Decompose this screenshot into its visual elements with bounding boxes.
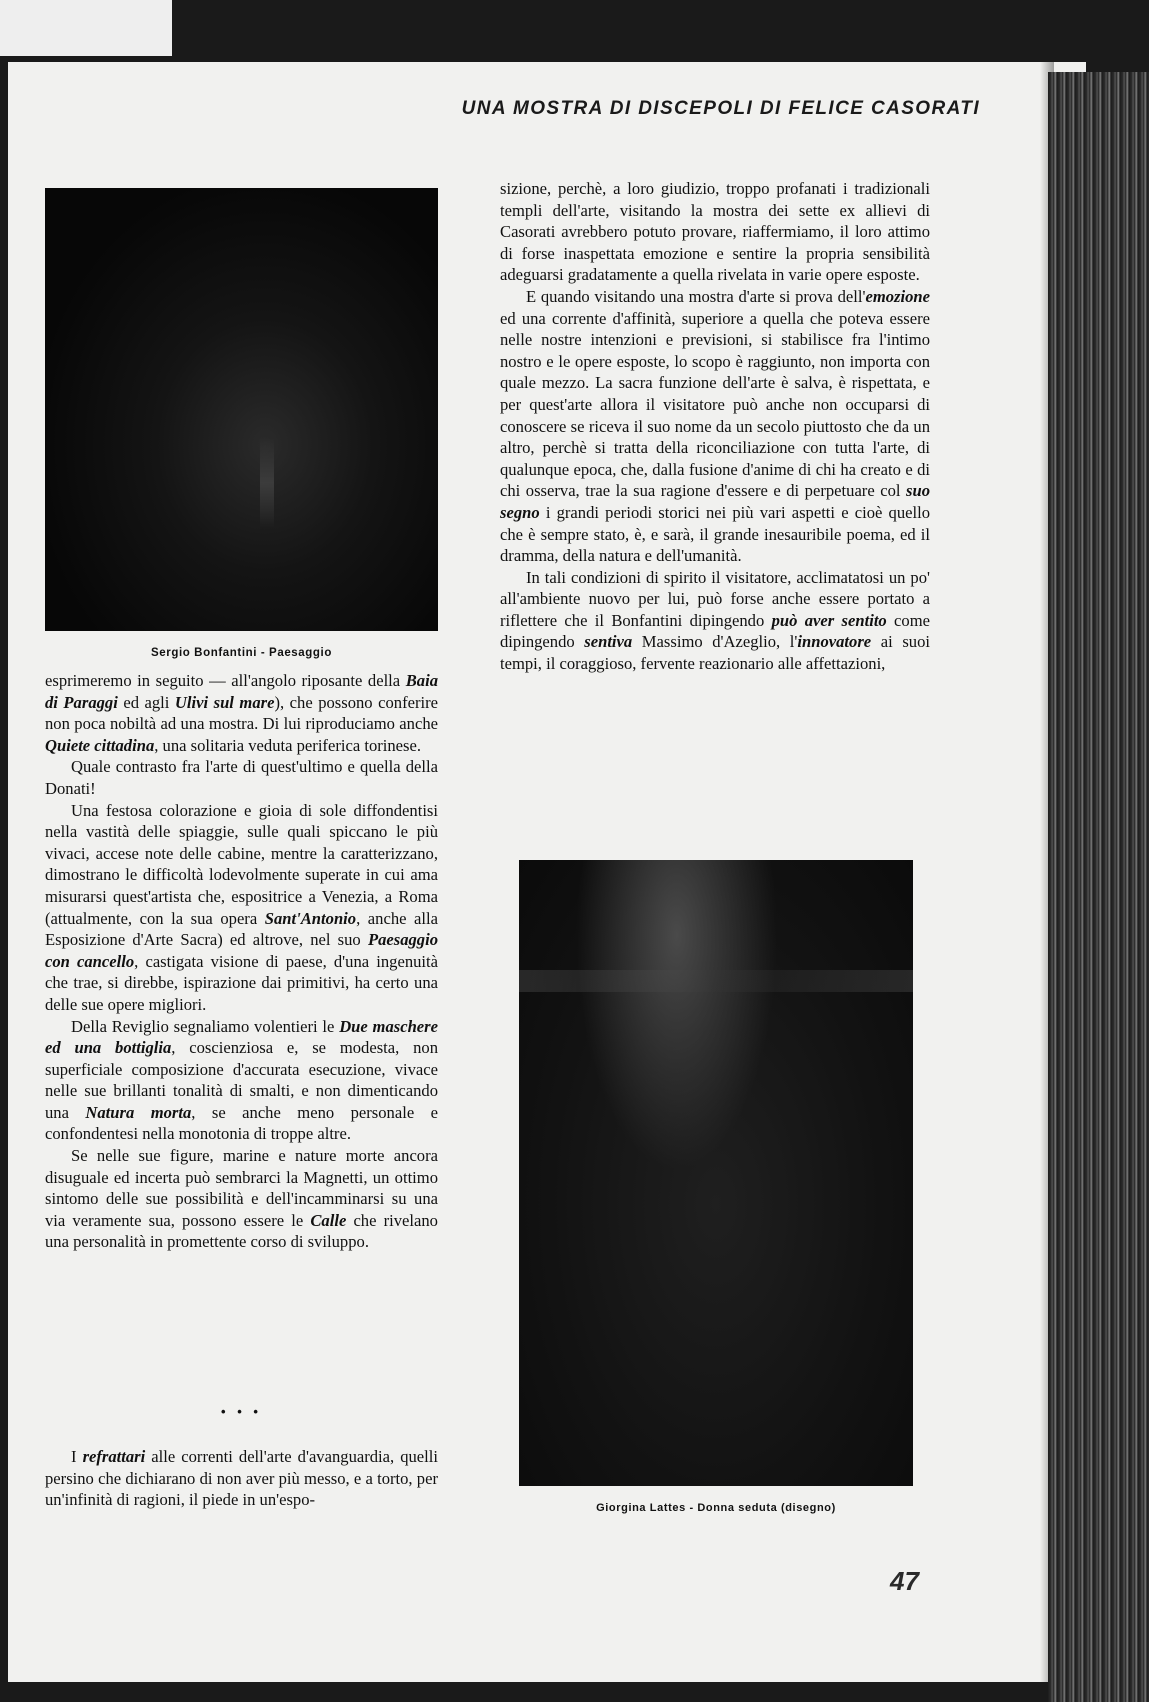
paragraph <box>45 1446 438 1511</box>
text-run: come dipingendo <box>500 610 930 652</box>
figure-bonfantini-paesaggio <box>45 188 438 631</box>
text-run: , anche alla Esposizione d'Arte Sacra) ed altrove, nel suo <box>45 908 438 950</box>
text-run: , castigata visione di paese, d'una ingenuità che trae, si direbbe, ispirazione dai primitivi, ha certo una delle sue opere migliori. <box>45 951 438 1014</box>
text-run: esprimeremo in seguito — all'angolo riposante della <box>45 671 406 690</box>
left-column-text <box>45 670 438 1253</box>
emphasis: sentiva <box>584 632 633 652</box>
scan-margin <box>0 0 172 56</box>
paragraph <box>45 670 438 756</box>
artwork-title: Due maschere ed una bottiglia <box>45 1016 438 1058</box>
text-run: che rivelano una personalità in promettente corso di sviluppo. <box>45 1210 438 1252</box>
page-number: 47 <box>890 1566 919 1596</box>
paragraph: sizione, perchè, a loro giudizio, troppo profanati i tradizionali templi dell'arte, visitando la mostra dei sette ex allievi di Casorati avrebbero potuto provare, riaffermiamo, il loro attimo di forse inaspettata emozione e sentire la propria sensibilità adeguarsi gradatamente a quella rivelata in varie opere esposte. <box>500 179 930 285</box>
artwork-title: Quiete cittadina <box>45 735 155 755</box>
right-column-text <box>500 178 930 675</box>
text-run: Massimo d'Azeglio, l' <box>632 632 798 652</box>
text-run: i grandi periodi storici nei più vari aspetti e cioè quello che è sempre stato, è, e sarà, il grande inesauribile poema, ed il dramma, della natura e dell'umanità. <box>500 502 930 566</box>
running-head: UNA MOSTRA DI DISCEPOLI DI FELICE CASORATI <box>461 98 980 119</box>
paragraph <box>500 286 930 567</box>
text-run: Una festosa colorazione e gioia di sole diffondentisi nella vastità delle spiaggie, sulle quali spiccano le più vivaci, accese note delle cabine, mentre la caratterizzano, dimostrano le difficoltà lodevolmente superate in cui ama misurarsi quest'artista che, espositrice a Venezia, a Roma (attualmente, con la sua opera <box>45 800 438 928</box>
emphasis: può aver sentito <box>771 610 887 630</box>
figure-caption: Sergio Bonfantini - Paesaggio <box>151 647 332 659</box>
book-binding <box>1048 72 1149 1702</box>
artwork-title: Calle <box>310 1210 347 1230</box>
text-run: , se anche meno personale e confondentesi nella monotonia di troppe altre. <box>45 1102 438 1144</box>
paragraph <box>45 1145 438 1253</box>
left-column-continuation <box>45 1446 438 1511</box>
artwork-title: Sant'Antonio <box>264 908 357 928</box>
paragraph <box>500 567 930 675</box>
emphasis: innovatore <box>797 632 872 652</box>
text-run: ), che possono conferire non poca nobiltà ad una mostra. Di lui riproduciamo anche <box>45 692 438 734</box>
text-run: ed agli <box>117 692 175 712</box>
text-run: , una solitaria veduta periferica torinese. <box>154 735 422 755</box>
text-run: ed una corrente d'affinità, superiore a quella che poteva essere nelle nostre intenzioni e previsioni, si stabilisce fra l'intimo nostro e le opere esposte, lo scopo è raggiunto, non importa con quale mezzo. La sacra funzione dell'arte è salva, è rispettata, e per quest'arte allora il visitatore può anche non occuparsi di conoscere se riceva il suo nome da un secolo piuttosto che da un altro, perchè si tratta della riconciliazione con tutta l'arte, di qualunque epoca, che, dalla fusione d'anime di chi ha creato e di chi osserva, trae la sua ragione d'essere e di perpetuare col <box>500 308 930 501</box>
emphasis: suo segno <box>500 481 930 522</box>
artwork-title: Baia di Paraggi <box>45 671 438 712</box>
artwork-title: Paesaggio con cancello <box>45 930 438 971</box>
text-run: I <box>71 1447 83 1466</box>
figure-lattes-drawing <box>519 860 913 1486</box>
text-run: Della Reviglio segnaliamo volentieri le <box>71 1016 340 1036</box>
emphasis: refrattari <box>82 1447 146 1466</box>
text-run: ai suoi tempi, il coraggioso, fervente reazionario alle affettazioni, <box>500 632 931 674</box>
paragraph: Quale contrasto fra l'arte di quest'ultimo e quella della Donati! <box>45 757 438 798</box>
paragraph <box>45 1016 438 1146</box>
text-run: , coscienziosa e, se modesta, non superficiale composizione d'accurata esecuzione, vivace nelle sue brillanti tonalità di smalti, e non dimenticando una <box>45 1038 439 1122</box>
text-run: alle correnti dell'arte d'avanguardia, quelli persino che dichiarano di non aver più messo, e a torto, per un'infinità di ragioni, il piede in un'espo- <box>45 1447 438 1510</box>
artwork-title: Natura morta <box>85 1102 192 1122</box>
paragraph <box>45 800 438 1016</box>
text-run: E quando visitando una mostra d'arte si prova dell' <box>526 286 866 306</box>
text-run: In tali condizioni di spirito il visitatore, acclimatatosi un po' all'ambiente nuovo per lui, può forse anche essere portato a riflettere che il Bonfantini dipingendo <box>500 567 930 630</box>
figure-caption: Giorgina Lattes - Donna seduta (disegno) <box>596 1502 836 1514</box>
figure-detail <box>519 970 913 992</box>
artwork-title: Ulivi sul mare <box>174 692 275 712</box>
section-separator: • • • <box>221 1404 262 1419</box>
text-run: Se nelle sue figure, marine e nature morte ancora disuguale ed incerta può sembrarci la Magnetti, un ottimo sintomo delle sue possibilità e dell'incamminarsi su una via veramente sua, possono essere le <box>45 1146 438 1230</box>
emphasis: emozione <box>865 286 930 306</box>
figure-detail <box>260 438 274 528</box>
